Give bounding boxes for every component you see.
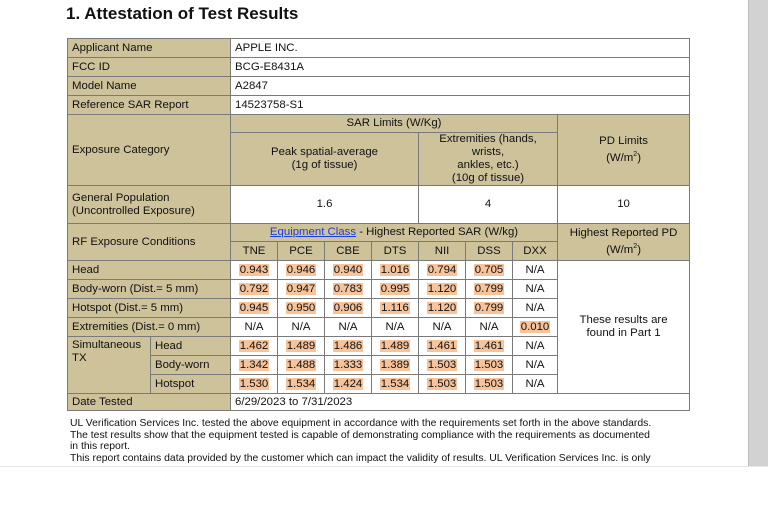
viewer-side-gutter — [748, 0, 768, 466]
table-row — [68, 261, 690, 280]
reference-value: 14523758-S1 — [231, 96, 690, 115]
pd-limit-value: 10 — [558, 186, 690, 224]
pd-limits-line1: PD Limits — [599, 135, 648, 148]
simultaneous-tx-label: Simultaneous TX — [68, 337, 151, 394]
sar-value: N/A — [525, 282, 545, 295]
extremities-limit-title: Extremities (hands, wrists, ankles, etc.) (10g of tissue) — [419, 133, 558, 186]
sar-value: 0.799 — [474, 282, 504, 295]
sar-value: 1.461 — [427, 339, 457, 352]
sar-value: 1.503 — [474, 377, 504, 390]
sar-value: 0.940 — [333, 263, 363, 276]
viewer-bottom-area — [0, 466, 768, 513]
sar-value: 1.389 — [380, 358, 410, 371]
sar-value: 0.943 — [239, 263, 269, 276]
date-tested-value: 6/29/2023 to 7/31/2023 — [231, 394, 690, 411]
sar-value: 1.489 — [286, 339, 316, 352]
general-population-row — [68, 186, 690, 224]
highest-sar-title: Equipment Class - Highest Reported SAR (W/kg) — [231, 224, 558, 242]
sar-value: 0.783 — [333, 282, 363, 295]
pd-results-note: These results are found in Part 1 — [558, 261, 690, 394]
col-nii: NII — [419, 242, 466, 261]
model-value: A2847 — [231, 77, 690, 96]
model-label: Model Name — [68, 77, 231, 96]
sar-value: N/A — [525, 263, 545, 276]
section-heading: 1. Attestation of Test Results — [66, 4, 299, 23]
sar-value: 1.016 — [380, 263, 410, 276]
sar-value: 1.116 — [381, 301, 409, 314]
sar-value: 1.342 — [239, 358, 269, 371]
pd-limits-line2: $(W/m^2)$ — [606, 151, 641, 164]
row-label: Head — [151, 337, 231, 356]
applicant-value: APPLE INC. — [231, 39, 690, 58]
sar-value: 1.333 — [333, 358, 363, 371]
compliance-notes — [70, 418, 690, 464]
sar-value: N/A — [385, 320, 405, 333]
note-line: in this report. — [70, 441, 131, 453]
sar-value: 1.503 — [427, 377, 457, 390]
attestation-table — [67, 38, 690, 411]
col-cbe: CBE — [325, 242, 372, 261]
model-row — [68, 77, 690, 96]
sar-value: 1.120 — [427, 282, 457, 295]
sar-value: 1.462 — [239, 339, 269, 352]
sar-value: 0.950 — [286, 301, 316, 314]
sar-limits-header-row — [68, 115, 690, 133]
sar-value: 1.503 — [474, 358, 504, 371]
col-dss: DSS — [466, 242, 513, 261]
sar-value: 1.120 — [427, 301, 457, 314]
sar-value: N/A — [479, 320, 499, 333]
sar-value: 1.488 — [286, 358, 316, 371]
row-label: Body-worn (Dist.= 5 mm) — [68, 280, 231, 299]
row-label: Body-worn — [151, 356, 231, 375]
sar-value: 1.534 — [380, 377, 410, 390]
reference-label: Reference SAR Report — [68, 96, 231, 115]
row-label: Head — [68, 261, 231, 280]
sar-value: N/A — [291, 320, 311, 333]
col-dts: DTS — [372, 242, 419, 261]
fccid-label: FCC ID — [68, 58, 231, 77]
row-label: Hotspot (Dist.= 5 mm) — [68, 299, 231, 318]
peak-spatial-title: Peak spatial-average (1g of tissue) — [231, 133, 419, 186]
note-line: The test results show that the equipment tested is capable of demonstrating compliance with the requirements as documented — [70, 429, 650, 441]
sar-value: N/A — [244, 320, 264, 333]
sar-limits-title: SAR Limits (W/Kg) — [231, 115, 558, 133]
date-tested-row — [68, 394, 690, 411]
row-label: Extremities (Dist.= 0 mm) — [68, 318, 231, 337]
pd-limits-title — [558, 115, 690, 186]
sar-value: 0.947 — [286, 282, 316, 295]
sar-value: N/A — [525, 301, 545, 314]
applicant-row — [68, 39, 690, 58]
row-label: Hotspot — [151, 375, 231, 394]
sar-value: N/A — [525, 339, 545, 352]
sar-value: 0.946 — [286, 263, 316, 276]
general-population-label: General Population (Uncontrolled Exposure) — [68, 186, 231, 224]
sar-value: 0.906 — [333, 301, 363, 314]
sar-value: 0.792 — [239, 282, 269, 295]
sar-value: N/A — [525, 358, 545, 371]
sar-value: 1.486 — [333, 339, 363, 352]
highest-pd-title: Highest Reported PD $(W/m^2)$ — [558, 224, 690, 261]
applicant-label: Applicant Name — [68, 39, 231, 58]
conditions-title-row — [68, 224, 690, 242]
exposure-category-label: Exposure Category — [68, 115, 231, 186]
sar-value: N/A — [338, 320, 358, 333]
col-tne: TNE — [231, 242, 278, 261]
extremities-limit-value: 4 — [419, 186, 558, 224]
sar-value: N/A — [525, 377, 545, 390]
reference-row — [68, 96, 690, 115]
sar-value: 1.489 — [380, 339, 410, 352]
fccid-value: BCG-E8431A — [231, 58, 690, 77]
sar-value: 1.424 — [333, 377, 363, 390]
sar-value: 1.461 — [474, 339, 504, 352]
sar-value: N/A — [432, 320, 452, 333]
note-line: UL Verification Services Inc. tested the above equipment in accordance with the requirements set forth in the above standards. — [70, 418, 652, 429]
sar-value: 0.705 — [474, 263, 504, 276]
sar-value: 0.945 — [239, 301, 269, 314]
sar-value: 0.010 — [520, 320, 550, 333]
sar-value: 0.794 — [427, 263, 457, 276]
col-dxx: DXX — [513, 242, 558, 261]
note-line: This report contains data provided by the customer which can impact the validity of results. UL Verification Services Inc. is only — [70, 452, 651, 464]
sar-value: 0.995 — [380, 282, 410, 295]
sar-value: 1.534 — [286, 377, 316, 390]
sar-value: 0.799 — [474, 301, 504, 314]
sar-value: 1.530 — [239, 377, 269, 390]
date-tested-label: Date Tested — [68, 394, 231, 411]
col-pce: PCE — [278, 242, 325, 261]
rf-exposure-conditions-label: RF Exposure Conditions — [68, 224, 231, 261]
fccid-row — [68, 58, 690, 77]
equipment-class-link[interactable]: Equipment Class — [269, 226, 357, 238]
peak-limit-value: 1.6 — [231, 186, 419, 224]
sar-value: 1.503 — [427, 358, 457, 371]
